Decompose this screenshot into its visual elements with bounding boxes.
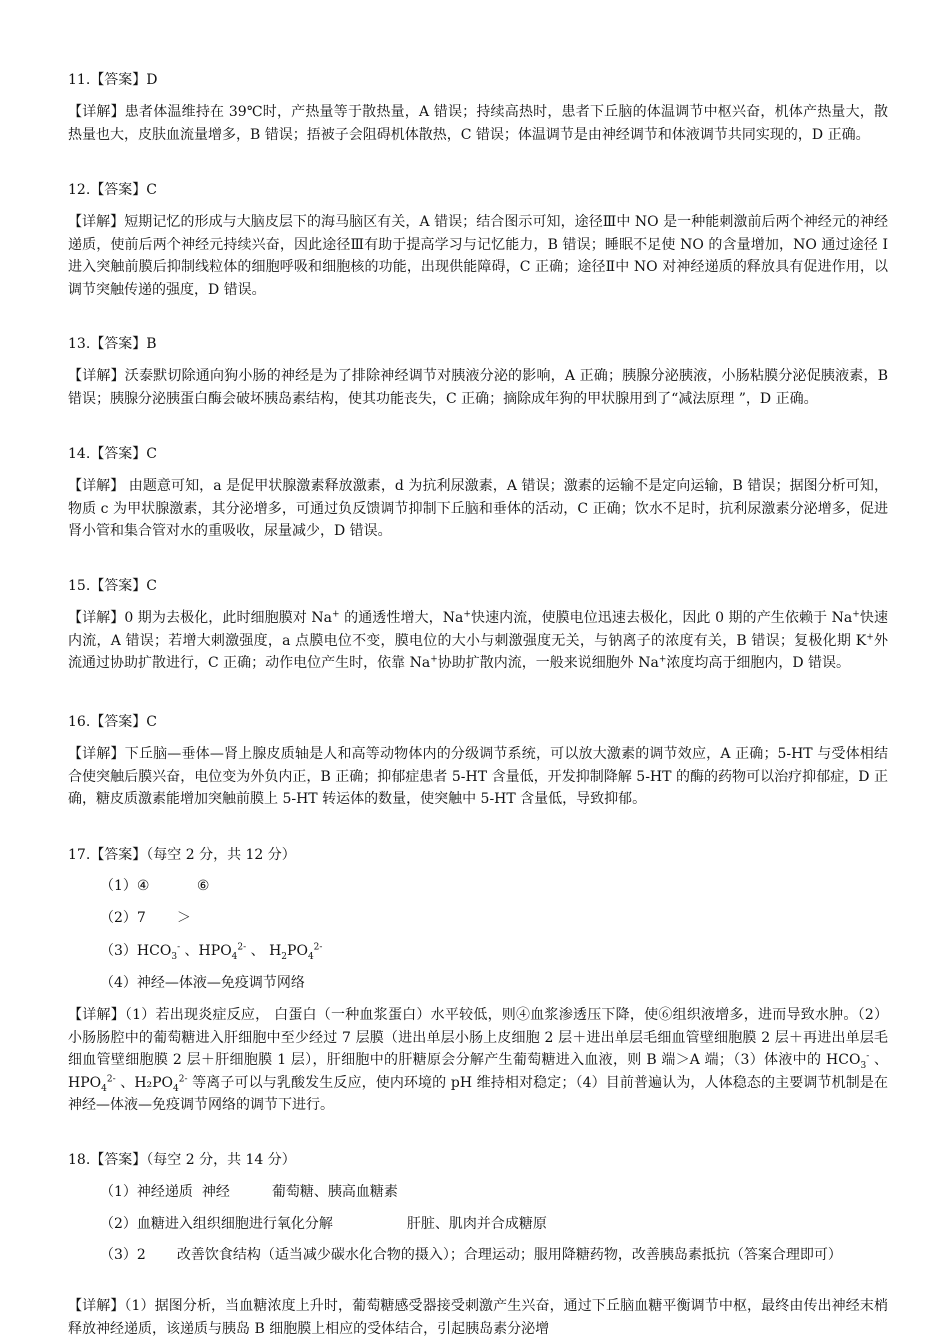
q13-answer: 13.【答案】B <box>68 336 157 352</box>
q11-answer: 11.【答案】D <box>68 72 158 88</box>
q14-answer: 14.【答案】C <box>68 446 157 462</box>
q17-answer: 17.【答案】（每空 2 分，共 12 分） <box>68 847 296 863</box>
q16-detail: 【详解】下丘脑—垂体—肾上腺皮质轴是人和高等动物体内的分级调节系统，可以放大激素的调节效应，A 正确；5-HT 与受体相结合使突触后膜兴奋，电位变为外负内正，B 正确；抑郁症患者 5-HT 含量低，开发抑制降解 5-HT 的酶的药物可以治疗抑郁症，D 正确，糖皮质激素能增加突触前膜上 5-HT 转运体的数量，使突触中 5-HT 含量低，导致抑郁。 <box>68 746 888 807</box>
q13-detail: 【详解】沃泰默切除通向狗小肠的神经是为了排除神经调节对胰液分泌的影响，A 正确；胰腺分泌胰液，小肠粘膜分泌促胰液素，B 错误；胰腺分泌胰蛋白酶会破坏胰岛素结构，使其功能丧失，C 正确；摘除成年狗的甲状腺用到了“减法原理 ”，D 正确。 <box>68 368 888 407</box>
q18-sub2: （2）血糖进入组织细胞进行氧化分解 肝脏、肌肉并合成糖原 <box>100 1216 547 1232</box>
q18-answer: 18.【答案】（每空 2 分，共 14 分） <box>68 1152 296 1168</box>
q18-detail: 【详解】（1）据图分析，当血糖浓度上升时，葡萄糖感受器接受刺激产生兴奋，通过下丘脑血糖平衡调节中枢，最终由传出神经末梢释放神经递质，该递质与胰岛 B 细胞膜上相应的受体结合，引起胰岛素分泌增 <box>68 1298 888 1337</box>
q17-sub3: $(3)HCO_3^-$ 、$HPO_4^{2-}$ 、 $H_2PO_4^{2-}$ <box>100 942 323 962</box>
q11-detail: 【详解】患者体温维持在 39℃时，产热量等于散热量，A 错误；持续高热时，患者下丘脑的体温调节中枢兴奋，机体产热量大，散热量也大，皮肤血流量增多，B 错误；捂被子会阻碍机体散热，C 错误；体温调节是由神经调节和体液调节共同实现的，D 正确。 <box>68 104 888 143</box>
q18-sub3: （3）2 改善饮食结构（适当减少碳水化合物的摄入）；合理运动；服用降糖药物，改善胰岛素抵抗（答案合理即可） <box>100 1247 842 1263</box>
q16-answer: 16.【答案】C <box>68 714 157 730</box>
q12-detail: 【详解】短期记忆的形成与大脑皮层下的海马脑区有关，A 错误；结合图示可知，途径Ⅲ中 NO 是一种能刺激前后两个神经元的神经递质，使前后两个神经元持续兴奋，因此途径Ⅲ有助于提高学习与记忆能力，B 错误；睡眠不足使 NO 的含量增加，NO 通过途径 I 进入突触前膜后抑制线粒体的细胞呼吸和细胞核的功能，出现供能障碍，C 正确；途径Ⅱ中 NO 对神经递质的释放具有促进作用，以调节突触传递的强度，D 错误。 <box>68 214 888 298</box>
q15-answer: 15.【答案】C <box>68 578 157 594</box>
h2po4-tail: $PO_4^{2-}$ <box>287 942 323 962</box>
q17-sub1: （1）④ ⑥ <box>100 878 210 894</box>
q18-sub1: （1）神经递质 神经 葡萄糖、胰高血糖素 <box>100 1184 398 1200</box>
q17-detail: 【详解】（1）若出现炎症反应， 白蛋白（一种血浆蛋白）水平较低，则④血浆渗透压下降，使⑥组织液增多，进而导致水肿。（2）小肠肠腔中的葡萄糖进入肝细胞中至少经过 7 层膜（进出单层小肠上皮细胞 2 层＋进出单层毛细血管壁细胞膜 2 层＋再进出单层毛细血管壁细胞膜 2 层＋肝细胞膜 1 层），肝细胞中的肝糖原会分解产生葡萄糖进入血液，则 B 端＞A 端；（3）体液中的 $HCO_3^-$ 、$HPO_4^{2-}$ 、$H_2PO_4^{2-}$ 等离子可以与乳酸发生反应，使内环境的 pH 维持相对稳定；（4）目前普遍认为，人体稳态的主要调节机制是在神经—体液—免疫调节网络的调节下进行。 <box>68 1007 888 1113</box>
q14-detail: 【详解】 由题意可知，a 是促甲状腺激素释放激素，d 为抗利尿激素，A 错误；激素的运输不是定向运输，B 错误；据图分析可知，物质 c 为甲状腺激素，其分泌增多，可通过负反馈调节抑制下丘脑和垂体的活动，C 正确；饮水不足时，抗利尿激素分泌增多，促进肾小管和集合管对水的重吸收，尿量减少，D 错误。 <box>68 478 888 539</box>
q12-answer: 12.【答案】C <box>68 182 157 198</box>
q17-sub2: （2）7 ＞ <box>100 910 191 926</box>
q15-detail: 【详解】0 期为去极化，此时细胞膜对 Na+ 的通透性增大，Na+快速内流，使膜电位迅速去极化，因此 0 期的产生依赖于 Na+快速内流，A 错误；若增大刺激强度，a 点膜电位不变，膜电位的大小与刺激强度无关，与钠离子的浓度有关，B 错误；复极化期 K+外流通过协助扩散进行，C 正确；动作电位产生时，依靠 Na+协助扩散内流，一般来说细胞外 Na+浓度均高于细胞内，D 错误。 <box>68 609 889 671</box>
q17-sub4: （4）神经—体液—免疫调节网络 <box>100 975 305 991</box>
